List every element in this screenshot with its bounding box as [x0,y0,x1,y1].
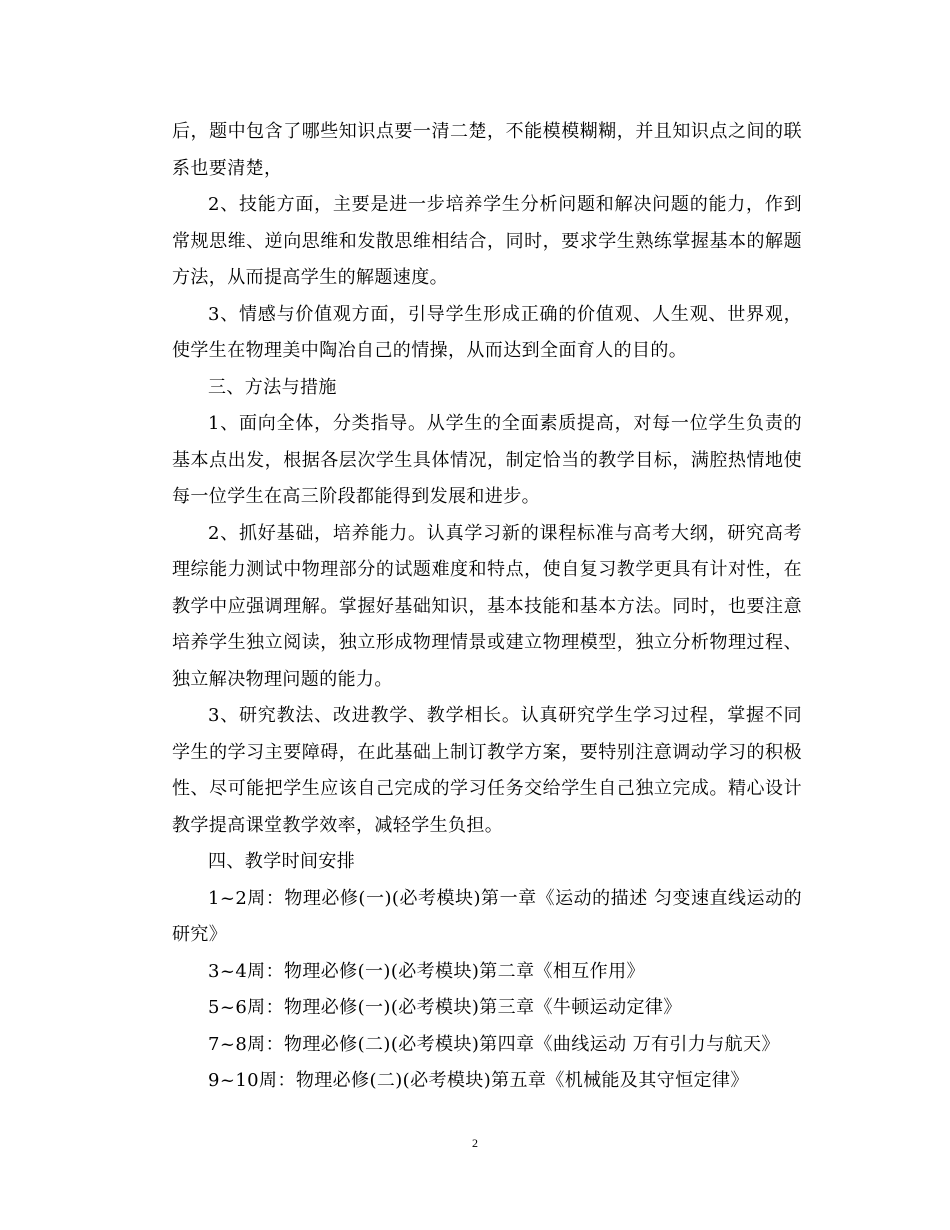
paragraph-values: 3、情感与价值观方面，引导学生形成正确的价值观、人生观、世界观，使学生在物理美中陶冶自己的情操，从而达到全面育人的目的。 [172,303,802,361]
paragraph-method-3: 3、研究教法、改进教学、教学相长。认真研究学生学习过程，掌握不同学生的学习主要障碍，在此基础上制订教学方案，要特别注意调动学习的积极性、尽可能把学生应该自己完成的学习任务交给学生自己独立完成。精心设计教学提高课堂教学效率，减轻学生负担。 [172,705,802,836]
schedule-item-weeks-1-2: 1~2周：物理必修(一)(必考模块)第一章《运动的描述 匀变速直线运动的研究》 [172,887,802,945]
schedule-item-weeks-3-4: 3~4周：物理必修(一)(必考模块)第二章《相互作用》 [208,960,645,982]
section-heading-schedule: 四、教学时间安排 [208,851,356,872]
page-number: 2 [472,1136,478,1150]
section-heading-methods: 三、方法与措施 [208,376,337,398]
schedule-item-weeks-5-6: 5~6周：物理必修(一)(必考模块)第三章《牛顿运动定律》 [208,997,682,1018]
schedule-item-weeks-7-8: 7~8周：物理必修(二)(必考模块)第四章《曲线运动 万有引力与航天》 [208,1033,780,1055]
paragraph-skills: 2、技能方面，主要是进一步培养学生分析问题和解决问题的能力，作到常规思维、逆向思维和发散思维相结合，同时，要求学生熟练掌握基本的解题方法，从而提高学生的解题速度。 [172,194,802,288]
schedule-item-weeks-9-10: 9~10周：物理必修(二)(必考模块)第五章《机械能及其守恒定律》 [208,1070,749,1091]
paragraph-continuation: 后，题中包含了哪些知识点要一清二楚，不能模模糊糊，并且知识点之间的联系也要清楚， [172,121,802,179]
paragraph-method-2: 2、抓好基础，培养能力。认真学习新的课程标准与高考大纲，研究高考理综能力测试中物理部分的试题难度和特点，使自复习教学更具有计对性，在教学中应强调理解。掌握好基础知识，基本技能和基本方法。同时，也要注意培养学生独立阅读，独立形成物理情景或建立物理模型，独立分析物理过程、独立解决物理问题的能力。 [172,522,802,690]
paragraph-method-1: 1、面向全体，分类指导。从学生的全面素质提高，对每一位学生负责的基本点出发，根据各层次学生具体情况，制定恰当的教学目标，满腔热情地使每一位学生在高三阶段都能得到发展和进步。 [172,413,802,507]
document-body [172,114,802,1100]
